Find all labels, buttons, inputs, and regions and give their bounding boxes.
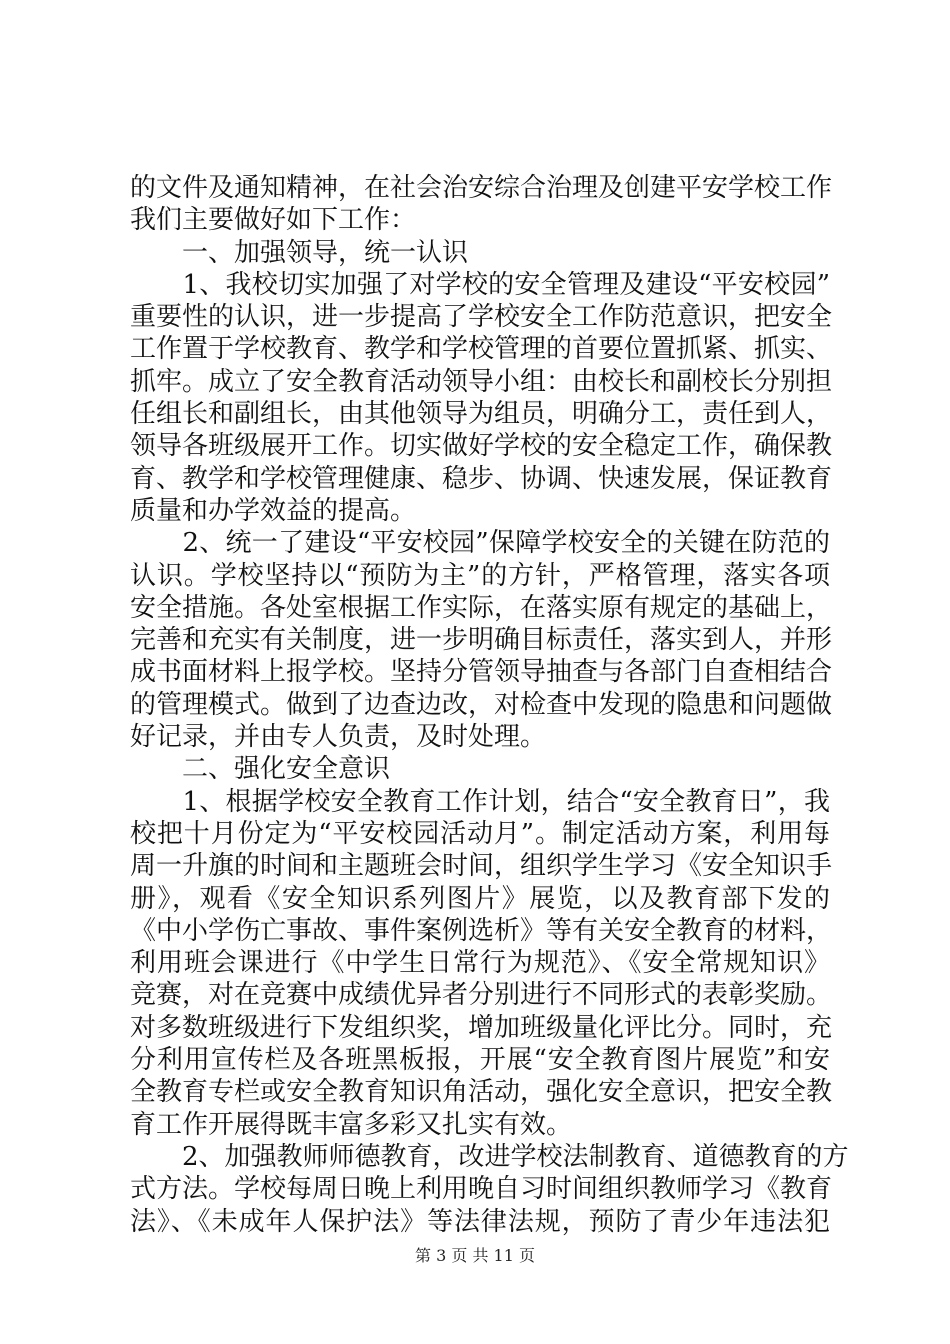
text-line: 册》，观看《安全知识系列图片》展览，以及教育部下发的 (130, 883, 830, 914)
text-line: 2、统一了建设“平安校园”保障学校安全的关键在防范的 (130, 528, 830, 559)
text-line: 抓牢。成立了安全教育活动领导小组：由校长和副校长分别担 (130, 366, 833, 397)
text-line: 领导各班级展开工作。切实做好学校的安全稳定工作，确保教 (130, 431, 833, 462)
text-line: 的文件及通知精神，在社会治安综合治理及创建平安学校工作 (130, 173, 833, 203)
text-line: 工作置于学校教育、教学和学校管理的首要位置抓紧、抓实、 (130, 334, 833, 365)
text-line: 安全措施。各处室根据工作实际，在落实原有规定的基础上， (130, 592, 833, 623)
text-line: 2、加强教师师德教育，改进学校法制教育、道德教育的方 (130, 1141, 849, 1172)
text-line: 分利用宣传栏及各班黑板报，开展“安全教育图片展览”和安 (130, 1045, 830, 1076)
text-line: 《中小学伤亡事故、事件案例选析》等有关安全教育的材料， (130, 915, 833, 946)
section-heading: 一、加强领导，统一认识 (130, 237, 469, 268)
text-line: 校把十月份定为“平安校园活动月”。制定活动方案，利用每 (130, 818, 830, 849)
page-footer: 第 3 页 共 11 页 (415, 1246, 535, 1265)
text-line: 成书面材料上报学校。坚持分管领导抽查与各部门自查相结合 (130, 657, 833, 688)
text-line: 竞赛，对在竞赛中成绩优异者分别进行不同形式的表彰奖励。 (130, 980, 833, 1011)
text-line: 育、教学和学校管理健康、稳步、协调、快速发展，保证教育 (130, 463, 833, 494)
text-line: 重要性的认识，进一步提高了学校安全工作防范意识，把安全 (130, 302, 833, 333)
text-line: 完善和充实有关制度，进一步明确目标责任，落实到人，并形 (130, 625, 833, 656)
document-body (130, 172, 849, 1238)
text-line: 全教育专栏或安全教育知识角活动，强化安全意识，把安全教 (130, 1077, 833, 1108)
text-line: 式方法。学校每周日晚上利用晚自习时间组织教师学习《教育 (130, 1174, 833, 1205)
text-line: 法》、《未成年人保护法》等法律法规，预防了青少年违法犯 (130, 1206, 830, 1237)
text-line: 育工作开展得既丰富多彩又扎实有效。 (130, 1109, 573, 1140)
section-heading: 二、强化安全意识 (130, 754, 391, 785)
text-line: 1、根据学校安全教育工作计划，结合“安全教育日”，我 (130, 786, 830, 817)
text-line: 认识。学校坚持以“预防为主”的方针，严格管理，落实各项 (130, 560, 830, 591)
text-line: 对多数班级进行下发组织奖，增加班级量化评比分。同时，充 (130, 1012, 833, 1043)
text-line: 我们主要做好如下工作： (130, 205, 417, 236)
text-line: 周一升旗的时间和主题班会时间，组织学生学习《安全知识手 (130, 851, 833, 882)
text-line: 好记录，并由专人负责，及时处理。 (130, 722, 547, 753)
text-line: 1、我校切实加强了对学校的安全管理及建设“平安校园” (130, 269, 830, 300)
text-line: 质量和办学效益的提高。 (130, 495, 417, 526)
text-line: 任组长和副组长，由其他领导为组员，明确分工，责任到人， (130, 399, 833, 430)
text-line: 的管理模式。做到了边查边改，对检查中发现的隐患和问题做 (130, 689, 833, 720)
text-line: 利用班会课进行《中学生日常行为规范》、《安全常规知识》 (130, 948, 830, 979)
